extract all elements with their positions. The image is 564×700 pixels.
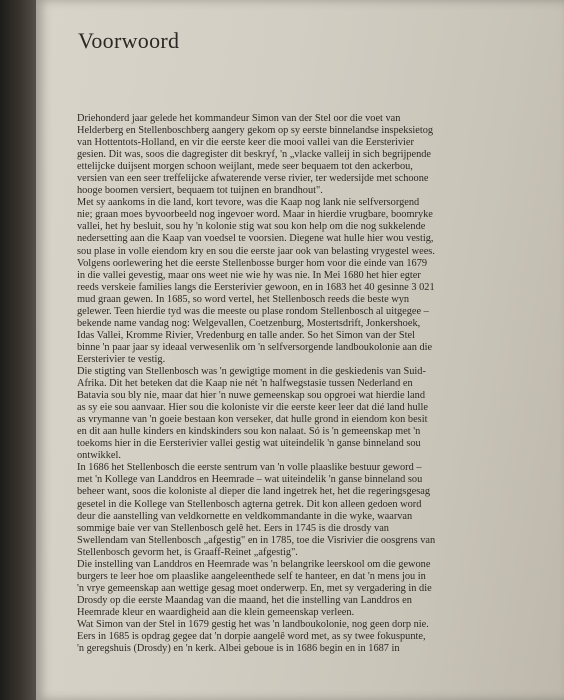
text-line: beheer want, soos die koloniste al dieper die land ingetrek het, het die regeringsgesag <box>77 486 431 498</box>
text-line: nie; graan moes byvoorbeeld nog ingevoer word. Maar in hierdie vrugbare, boomryke <box>77 209 433 221</box>
text-line: reeds verskeie families langs die Eersterivier gewoon, en in 1683 het 40 gesinne 3 021 <box>77 281 435 293</box>
text-line: mud graan gewen. In 1685, so word vertel, het Stellenbosch reeds die beste wyn <box>77 293 410 305</box>
text-line: Batavia sou bly nie, maar dat hier 'n nuwe gemeenskap sou opgroei wat hierdie land <box>77 390 425 402</box>
text-line: Heemrade kleur en waardigheid aan die klein gemeenskap verleen. <box>77 606 355 618</box>
text-line: bekende name vandag nog: Welgevallen, Coetzenburg, Mostertsdrift, Jonkershoek, <box>77 317 421 329</box>
text-line: sommige baie ver van Stellenbosch gelê het. Eers in 1745 is die drosdy van <box>77 522 389 534</box>
book-spine-shadow <box>0 0 36 700</box>
text-line: burgers te leer hoe om plaaslike aangeleenthede self te hanteer, en dat 'n mens jou in <box>77 570 426 582</box>
text-line: Helderberg en Stellenboschberg aangery gekom op sy eerste binnelandse inspeksietog <box>77 125 434 137</box>
text-line: 'n geregshuis (Drosdy) en 'n kerk. Albei geboue is in 1686 begin en in 1687 in <box>77 643 400 655</box>
text-line: in die vallei gevestig, maar ons weet nie wie hy was nie. In Mei 1680 het hier egter <box>77 269 421 281</box>
text-line: van Hottentots-Holland, en vir die eerste keer die mooi vallei van die Eersterivier <box>77 137 414 149</box>
text-line: Met sy aankoms in die land, kort tevore, was die Kaap nog lank nie selfversorgend <box>77 197 420 209</box>
text-line: as vrymanne van 'n goeie bestaan kon verseker, dat hulle grond in eiendom kon besit <box>77 414 428 426</box>
text-line: Volgens oorlewering het die eerste Stellenbosse burger hom voor die einde van 1679 <box>77 257 428 269</box>
text-line: gelewer. Teen hierdie tyd was die meeste ou plase rondom Stellenbosch al uitgegee – <box>77 305 429 317</box>
body-text <box>77 113 547 655</box>
text-line: Driehonderd jaar gelede het kommandeur Simon van der Stel oor die voet van <box>77 113 401 124</box>
text-line: Afrika. Dit het beteken dat die Kaap nie nét 'n halfwegstasie tussen Nederland en <box>77 378 413 390</box>
text-line: vallei, het hy besluit, sou hy 'n kolonie stig wat sou kon help om die nog sukkelende <box>77 221 426 233</box>
text-line: Die stigting van Stellenbosch was 'n gewigtige moment in die geskiedenis van Suid- <box>77 365 426 377</box>
text-line: ettelijcke duijsent morgen schoon weijlant, mede seer bequaem tot den ackerbou, <box>77 161 413 173</box>
text-line: Eersterivier te vestig. <box>77 353 166 365</box>
text-line: gesetel in die Kollege van Stellenbosch agterna getrek. Dit kon alleen gedoen word <box>77 498 422 510</box>
text-line: met 'n Kollege van Landdros en Heemrade – wat uiteindelik 'n ganse binneland sou <box>77 474 423 486</box>
text-line: 'n vrye gemeenskap aan wettige gesag moet onderwerp. En, met sy vergadering in die <box>77 582 432 594</box>
text-line: Wat Simon van der Stel in 1679 gestig het was 'n landboukolonie, nog geen dorp nie. <box>77 618 429 630</box>
text-line: Die instelling van Landdros en Heemrade was 'n belangrike leerskool om die gewone <box>77 558 431 570</box>
text-line: deur die aanstelling van veldkornette en veldkommandante in die wyke, waarvan <box>77 510 413 522</box>
text-line: as sy eie sou aanvaar. Hier sou die koloniste vir die eerste keer leer dat dié land hulle <box>77 402 428 414</box>
text-line: In 1686 het Stellenbosch die eerste sentrum van 'n volle plaaslike bestuur geword – <box>77 462 422 474</box>
text-line: Idas Vallei, Kromme Rivier, Vredenburg en talle ander. So het Simon van der Stel <box>77 329 415 341</box>
text-line: gesien. Dit was, soos die dagregister dit beskryf, 'n „vlacke valleij in sich begrijpende <box>77 149 432 161</box>
text-line: ontwikkel. <box>77 450 121 462</box>
text-line: toekoms hier in die Eersterivier vallei gestig wat uiteindelik 'n ganse binneland sou <box>77 438 421 450</box>
text-line: binne 'n paar jaar sy ideaal verwesenlik om 'n selfversorgende landboukolonie aan die <box>77 341 433 353</box>
page-title: Voorwoord <box>78 28 180 53</box>
text-line: Swellendam van Stellenbosch „afgestig" en in 1785, toe die Visrivier die oosgrens van <box>77 534 436 546</box>
book-page <box>36 0 564 700</box>
text-line: nedersetting aan die Kaap van voedsel te voorsien. Diegene wat hulle hier wou vestig, <box>77 233 434 245</box>
text-line: Drosdy op die eerste Maandag van die maand, het die instelling van Landdros en <box>77 594 412 606</box>
text-line: hooge boomen versiert, bequaem tot tuijnen en brandhout". <box>77 185 323 197</box>
text-line: sou plase in volle eiendom kry en sou die eerste jaar ook van belasting vrygestel wees. <box>77 245 435 257</box>
text-line: en dit aan hulle kinders en kindskinders sou kon nalaat. Só is 'n gemeenskap met 'n <box>77 426 421 438</box>
text-line: Eers in 1685 is opdrag gegee dat 'n dorpie aangelê word met, as sy twee fokuspunte, <box>77 631 426 643</box>
text-line: versien van een seer treffelijcke afwaterende verse rivier, ter wedersijde met schoone <box>77 173 429 185</box>
text-line: Stellenbosch gevorm het, is Graaff-Reinet „afgestig". <box>77 546 298 558</box>
